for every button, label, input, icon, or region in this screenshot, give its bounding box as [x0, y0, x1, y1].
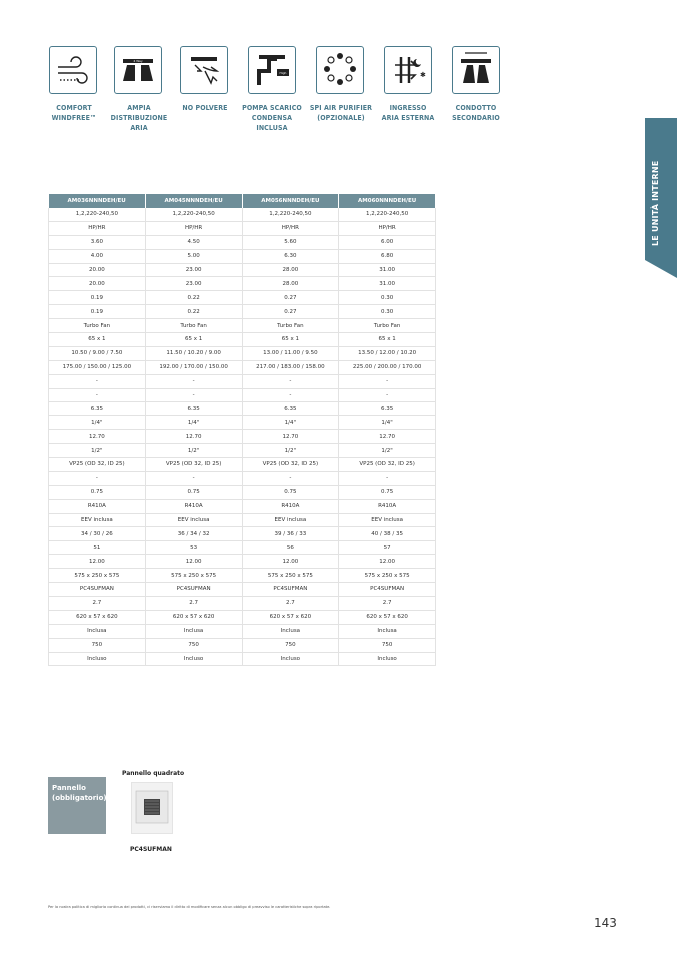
table-cell: - [49, 374, 146, 388]
table-cell: 23.00 [145, 263, 242, 277]
table-cell: 23.00 [145, 277, 242, 291]
table-row [49, 374, 436, 388]
table-row [49, 208, 436, 221]
table-cell: 1/4" [339, 416, 436, 430]
table-cell: - [242, 471, 339, 485]
table-cell: Incluso [49, 652, 146, 666]
table-cell: Incluso [145, 652, 242, 666]
table-row [49, 430, 436, 444]
table-row [49, 569, 436, 583]
table-cell: 6.80 [339, 249, 436, 263]
svg-text:✱: ✱ [420, 71, 426, 79]
table-cell: 1,2,220-240,50 [145, 208, 242, 221]
table-cell: HP/HR [242, 221, 339, 235]
table-cell: 0.22 [145, 291, 242, 305]
table-cell: 6.35 [242, 402, 339, 416]
table-cell: 57 [339, 541, 436, 555]
table-cell: R410A [242, 499, 339, 513]
table-row [49, 610, 436, 624]
table-row [49, 277, 436, 291]
table-cell: 6.35 [339, 402, 436, 416]
feature-label-windfree: COMFORT WINDFREE™ [51, 104, 97, 122]
table-cell: Inclusa [339, 624, 436, 638]
table-cell: 0.75 [145, 485, 242, 499]
table-cell: 0.75 [49, 485, 146, 499]
table-cell: 6.00 [339, 235, 436, 249]
feature-label-no-dust: NO POLVERE [182, 104, 228, 112]
table-cell: 620 x 57 x 620 [242, 610, 339, 624]
table-cell: - [145, 471, 242, 485]
table-cell: VP25 (OD 32, ID 25) [242, 458, 339, 472]
footnote: Per la nostra politica di miglioria continua dei prodotti, ci riserviamo il diritto di modificare senza alcun obbligo di preavviso le caratteristiche sopra riportate. [48, 905, 331, 909]
table-cell: 750 [145, 638, 242, 652]
table-cell: 0.27 [242, 291, 339, 305]
windfree-feature-tile [49, 46, 97, 94]
table-cell: 1/2" [339, 444, 436, 458]
table-body [49, 208, 436, 666]
table-cell: 28.00 [242, 277, 339, 291]
table-cell: HP/HR [339, 221, 436, 235]
table-cell: 175.00 / 150.00 / 125.00 [49, 360, 146, 374]
table-row [49, 485, 436, 499]
table-row [49, 444, 436, 458]
table-row [49, 471, 436, 485]
table-cell: EEV inclusa [145, 513, 242, 527]
table-cell: R410A [339, 499, 436, 513]
table-cell: - [242, 374, 339, 388]
table-row [49, 583, 436, 597]
table-row [49, 499, 436, 513]
column-header: AM060NNNDEH/EU [339, 194, 436, 208]
table-cell: 34 / 30 / 26 [49, 527, 146, 541]
table-row [49, 319, 436, 333]
table-row [49, 513, 436, 527]
no-dust-feature-tile [180, 46, 228, 94]
table-cell: Incluso [339, 652, 436, 666]
table-cell: 5.00 [145, 249, 242, 263]
table-cell: 39 / 36 / 33 [242, 527, 339, 541]
table-cell: 20.00 [49, 263, 146, 277]
table-row [49, 555, 436, 569]
table-row [49, 458, 436, 472]
table-cell: 1,2,220-240,50 [49, 208, 146, 221]
table-cell: 620 x 57 x 620 [49, 610, 146, 624]
table-cell: - [242, 388, 339, 402]
table-cell: 0.75 [242, 485, 339, 499]
table-cell: Turbo Fan [49, 319, 146, 333]
table-row [49, 360, 436, 374]
column-header: AM056NNNDEH/EU [242, 194, 339, 208]
secondary-duct-icon [453, 47, 499, 93]
table-cell: 6.35 [49, 402, 146, 416]
table-cell: Incluso [242, 652, 339, 666]
table-cell: 1/4" [49, 416, 146, 430]
table-cell: 6.35 [145, 402, 242, 416]
drain-pump-feature-tile [248, 46, 296, 94]
table-cell: 620 x 57 x 620 [145, 610, 242, 624]
specifications-table [48, 194, 436, 666]
fresh-air-feature-tile [384, 46, 432, 94]
table-row [49, 249, 436, 263]
table-cell: 5.60 [242, 235, 339, 249]
table-cell: 2.7 [49, 596, 146, 610]
table-cell: 4.00 [49, 249, 146, 263]
table-row [49, 263, 436, 277]
table-cell: 1/2" [242, 444, 339, 458]
table-cell: 12.00 [242, 555, 339, 569]
page-number: 143 [594, 916, 617, 930]
table-row [49, 541, 436, 555]
table-cell: Turbo Fan [339, 319, 436, 333]
table-cell: Inclusa [49, 624, 146, 638]
panel-code: PC4SUFMAN [130, 846, 172, 853]
table-cell: Inclusa [242, 624, 339, 638]
table-cell: 1/2" [49, 444, 146, 458]
table-row [49, 235, 436, 249]
table-cell: 4.50 [145, 235, 242, 249]
table-row [49, 333, 436, 347]
table-cell: 12.70 [145, 430, 242, 444]
table-row [49, 652, 436, 666]
table-cell: 12.70 [242, 430, 339, 444]
table-cell: 12.00 [339, 555, 436, 569]
square-panel-icon [132, 783, 172, 833]
no-dust-icon [181, 47, 227, 93]
wide-distribution-feature-tile [114, 46, 162, 94]
column-header: AM036NNNDEH/EU [49, 194, 146, 208]
table-cell: PC4SUFMAN [145, 583, 242, 597]
table-cell: 192.00 / 170.00 / 150.00 [145, 360, 242, 374]
table-cell: 65 x 1 [339, 333, 436, 347]
table-cell: 217.00 / 183.00 / 158.00 [242, 360, 339, 374]
table-cell: 1/2" [145, 444, 242, 458]
windfree-icon [50, 47, 96, 93]
table-cell: - [339, 374, 436, 388]
table-cell: 225.00 / 200.00 / 170.00 [339, 360, 436, 374]
table-cell: PC4SUFMAN [49, 583, 146, 597]
feature-label-fresh-air: INGRESSO ARIA ESTERNA [381, 104, 435, 122]
table-cell: 1,2,220-240,50 [242, 208, 339, 221]
feature-label-secondary-duct: CONDOTTO SECONDARIO [452, 104, 500, 122]
table-row [49, 388, 436, 402]
table-row [49, 402, 436, 416]
table-cell: - [145, 388, 242, 402]
table-cell: EEV inclusa [49, 513, 146, 527]
table-cell: 0.27 [242, 305, 339, 319]
table-cell: 40 / 38 / 35 [339, 527, 436, 541]
table-cell: 1/4" [145, 416, 242, 430]
table-cell: 2.7 [145, 596, 242, 610]
table-cell: 65 x 1 [145, 333, 242, 347]
table-row [49, 291, 436, 305]
feature-label-wide-distribution: AMPIA DISTRIBUZIONE ARIA [110, 104, 168, 132]
table-cell: 53 [145, 541, 242, 555]
table-cell: 12.00 [49, 555, 146, 569]
table-cell: - [49, 471, 146, 485]
feature-label-spi-purifier: SPI AIR PURIFIER (OPZIONALE) [309, 104, 373, 122]
table-cell: 13.00 / 11.00 / 9.50 [242, 346, 339, 360]
table-cell: - [339, 388, 436, 402]
table-cell: 12.00 [145, 555, 242, 569]
square-panel-image [131, 782, 173, 834]
table-cell: 2.7 [242, 596, 339, 610]
table-cell: 0.19 [49, 305, 146, 319]
table-row [49, 596, 436, 610]
table-cell: Turbo Fan [242, 319, 339, 333]
table-cell: VP25 (OD 32, ID 25) [145, 458, 242, 472]
section-side-tab-label: LE UNITÀ INTERNE [651, 160, 660, 246]
secondary-duct-feature-tile [452, 46, 500, 94]
table-cell: 65 x 1 [242, 333, 339, 347]
table-cell: EEV inclusa [242, 513, 339, 527]
table-cell: 12.70 [49, 430, 146, 444]
table-cell: PC4SUFMAN [242, 583, 339, 597]
table-cell: EEV inclusa [339, 513, 436, 527]
table-cell: 750 [49, 638, 146, 652]
table-cell: 3.60 [49, 235, 146, 249]
spi-purifier-feature-tile [316, 46, 364, 94]
table-cell: 575 x 250 x 575 [49, 569, 146, 583]
table-row [49, 346, 436, 360]
wide-distribution-icon [115, 47, 161, 93]
table-cell: 620 x 57 x 620 [339, 610, 436, 624]
table-cell: 0.19 [49, 291, 146, 305]
table-row [49, 221, 436, 235]
table-cell: 1/4" [242, 416, 339, 430]
table-cell: 31.00 [339, 263, 436, 277]
table-row [49, 624, 436, 638]
table-row [49, 305, 436, 319]
four-way-tag: 4 Way [133, 59, 143, 63]
table-header-row [49, 194, 436, 208]
table-cell: Turbo Fan [145, 319, 242, 333]
table-cell: PC4SUFMAN [339, 583, 436, 597]
table-cell: 31.00 [339, 277, 436, 291]
section-side-tab [645, 118, 677, 260]
panel-title: Pannello quadrato [122, 770, 185, 777]
table-cell: 65 x 1 [49, 333, 146, 347]
table-cell: R410A [145, 499, 242, 513]
table-cell: 6.30 [242, 249, 339, 263]
table-row [49, 638, 436, 652]
table-cell: 2.7 [339, 596, 436, 610]
table-cell: 36 / 34 / 32 [145, 527, 242, 541]
table-cell: HP/HR [49, 221, 146, 235]
table-cell: 13.50 / 12.00 / 10.20 [339, 346, 436, 360]
table-cell: 750 [242, 638, 339, 652]
fresh-air-icon [385, 47, 431, 93]
table-cell: 575 x 250 x 575 [339, 569, 436, 583]
table-cell: 0.22 [145, 305, 242, 319]
table-cell: 0.30 [339, 305, 436, 319]
table-cell: Inclusa [145, 624, 242, 638]
panel-required-label: Pannello (obbligatorio) [52, 784, 107, 802]
table-cell: 1,2,220-240,50 [339, 208, 436, 221]
table-cell: 51 [49, 541, 146, 555]
table-cell: 575 x 250 x 575 [145, 569, 242, 583]
table-cell: 20.00 [49, 277, 146, 291]
table-row [49, 416, 436, 430]
table-cell: R410A [49, 499, 146, 513]
spi-purifier-icon [317, 47, 363, 93]
drain-pump-icon [249, 47, 295, 93]
table-cell: 28.00 [242, 263, 339, 277]
table-cell: - [339, 471, 436, 485]
column-header: AM045NNNDEH/EU [145, 194, 242, 208]
table-cell: VP25 (OD 32, ID 25) [339, 458, 436, 472]
table-cell: 12.70 [339, 430, 436, 444]
table-cell: VP25 (OD 32, ID 25) [49, 458, 146, 472]
table-cell: 0.75 [339, 485, 436, 499]
table-cell: HP/HR [145, 221, 242, 235]
panel-required-box [48, 777, 106, 834]
table-cell: 11.50 / 10.20 / 9.00 [145, 346, 242, 360]
table-cell: 575 x 250 x 575 [242, 569, 339, 583]
table-cell: 56 [242, 541, 339, 555]
high-tag: High [279, 71, 287, 75]
table-cell: - [49, 388, 146, 402]
table-cell: 10.50 / 9.00 / 7.50 [49, 346, 146, 360]
table-cell: 0.30 [339, 291, 436, 305]
table-cell: - [145, 374, 242, 388]
feature-label-drain-pump: POMPA SCARICO CONDENSA INCLUSA [242, 104, 302, 132]
table-cell: 750 [339, 638, 436, 652]
table-row [49, 527, 436, 541]
